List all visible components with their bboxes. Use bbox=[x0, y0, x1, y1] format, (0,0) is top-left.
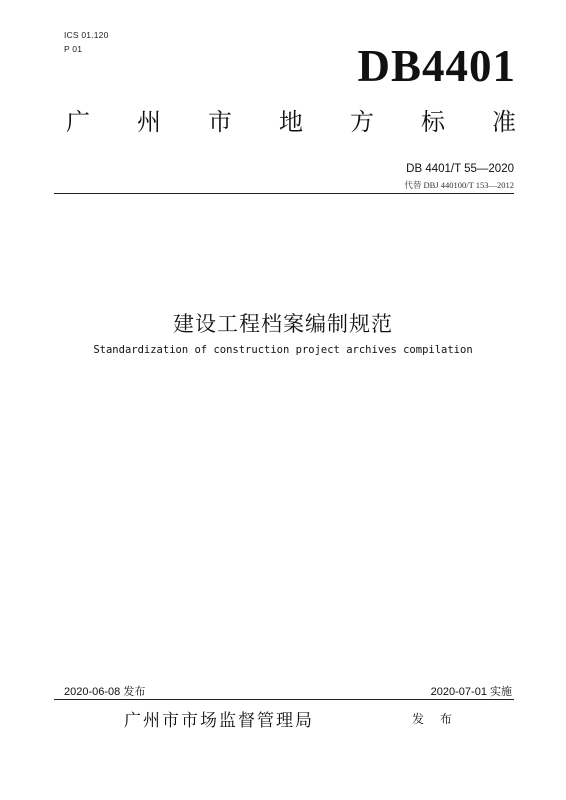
standard-type-char: 地 bbox=[279, 108, 303, 136]
ics-code: ICS 01.120 bbox=[64, 30, 109, 40]
header-divider bbox=[54, 193, 514, 194]
standard-type bbox=[66, 110, 516, 134]
standard-type-char: 标 bbox=[421, 108, 445, 136]
standard-number: DB 4401/T 55—2020 bbox=[406, 163, 514, 175]
document-title-en: Standardization of construction project archives compilation bbox=[93, 344, 473, 356]
standard-code: DB4401 bbox=[357, 41, 516, 91]
footer-divider bbox=[54, 699, 514, 700]
implementation-date: 2020-07-01 实施 bbox=[430, 686, 512, 698]
document-title-zh: 建设工程档案编制规范 bbox=[173, 312, 393, 336]
issuing-authority: 广州市市场监督管理局 bbox=[124, 711, 314, 731]
standard-type-char: 方 bbox=[350, 108, 374, 136]
publish-label: 发 布 bbox=[412, 712, 458, 726]
ccs-code: P 01 bbox=[64, 44, 83, 54]
issue-date: 2020-06-08 发布 bbox=[64, 686, 146, 698]
standard-type-char: 州 bbox=[137, 108, 161, 136]
replaces-standard: 代替 DBJ 440100/T 153—2012 bbox=[404, 180, 514, 190]
standard-type-char: 准 bbox=[492, 108, 516, 136]
standard-type-char: 市 bbox=[208, 108, 232, 136]
standard-type-char: 广 bbox=[66, 108, 90, 136]
